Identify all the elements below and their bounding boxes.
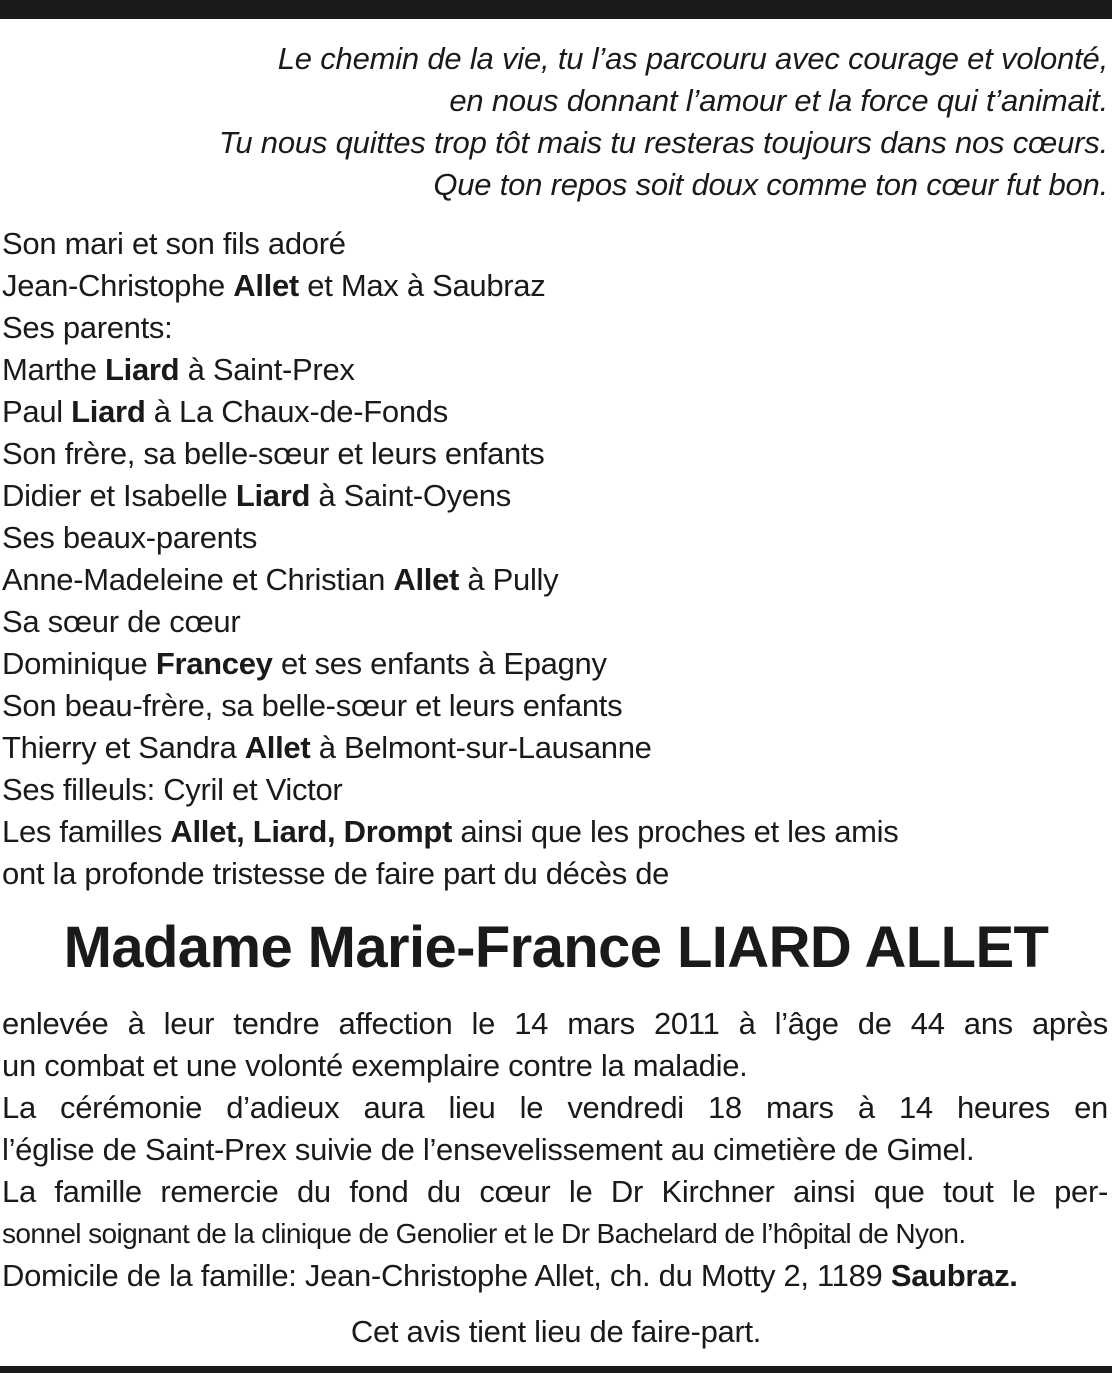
body-line: un combat et une volonté exemplaire contre la maladie.	[2, 1048, 748, 1083]
bottom-border-rule	[0, 1366, 1112, 1373]
poem-verse	[8, 38, 1108, 206]
surname: Liard	[235, 478, 311, 513]
body-line: enlevée à leur tendre affection le 14 mars 2011 à l’âge de 44 ans après	[2, 1006, 1108, 1041]
surname: Francey	[155, 646, 273, 681]
family-line: Ses beaux-parents	[2, 520, 258, 555]
family-line: Didier et Isabelle Liard à Saint-Oyens	[2, 478, 511, 513]
body-line: l’église de Saint-Prex suivie de l’ensevelissement au cimetière de Gimel.	[2, 1132, 975, 1167]
family-line: Anne-Madeleine et Christian Allet à Pully	[2, 562, 559, 597]
family-line: Les familles Allet, Liard, Drompt ainsi que les proches et les amis	[2, 814, 899, 849]
family-line: Dominique Francey et ses enfants à Epagny	[2, 646, 607, 681]
poem-line: en nous donnant l’amour et la force qui t’animait.	[449, 83, 1108, 118]
notice-body	[2, 1003, 1108, 1297]
family-line: Sa sœur de cœur	[2, 604, 241, 639]
surnames: Allet, Liard, Drompt	[170, 814, 453, 849]
family-list	[2, 223, 1102, 895]
poem-line: Que ton repos soit doux comme ton cœur fut bon.	[433, 167, 1108, 202]
deceased-name: Madame Marie-France LIARD ALLET	[63, 915, 1049, 980]
surname: Allet	[244, 730, 311, 765]
family-line: Marthe Liard à Saint-Prex	[2, 352, 355, 387]
family-line: Son frère, sa belle-sœur et leurs enfants	[2, 436, 545, 471]
poem-line: Le chemin de la vie, tu l’as parcouru avec courage et volonté,	[277, 41, 1108, 76]
body-line: sonnel soignant de la clinique de Genolier et le Dr Bachelard de l’hôpital de Nyon.	[2, 1218, 966, 1249]
family-line: ont la profonde tristesse de faire part du décès de	[2, 856, 670, 891]
family-line: Jean-Christophe Allet et Max à Saubraz	[2, 268, 546, 303]
surname: Liard	[71, 394, 146, 429]
family-line: Paul Liard à La Chaux-de-Fonds	[2, 394, 448, 429]
closing-note: Cet avis tient lieu de faire-part.	[350, 1314, 762, 1349]
body-line: La famille remercie du fond du cœur le Dr Kirchner ainsi que tout le per-	[2, 1174, 1108, 1209]
surname: Allet	[233, 268, 299, 303]
family-line: Son mari et son fils adoré	[2, 226, 346, 261]
body-line: Domicile de la famille: Jean-Christophe Allet, ch. du Motty 2, 1189 Saubraz.	[2, 1258, 1018, 1293]
family-line: Ses filleuls: Cyril et Victor	[2, 772, 343, 807]
surname: Allet	[393, 562, 460, 597]
body-line: La cérémonie d’adieux aura lieu le vendredi 18 mars à 14 heures en	[2, 1090, 1108, 1125]
top-border-rule	[0, 0, 1112, 19]
family-line: Ses parents:	[2, 310, 173, 345]
poem-line: Tu nous quittes trop tôt mais tu resteras toujours dans nos cœurs.	[218, 125, 1108, 160]
surname: Liard	[105, 352, 180, 387]
town-name: Saubraz.	[890, 1258, 1018, 1293]
family-line: Son beau-frère, sa belle-sœur et leurs enfants	[2, 688, 623, 723]
family-line: Thierry et Sandra Allet à Belmont-sur-Lausanne	[2, 730, 652, 765]
